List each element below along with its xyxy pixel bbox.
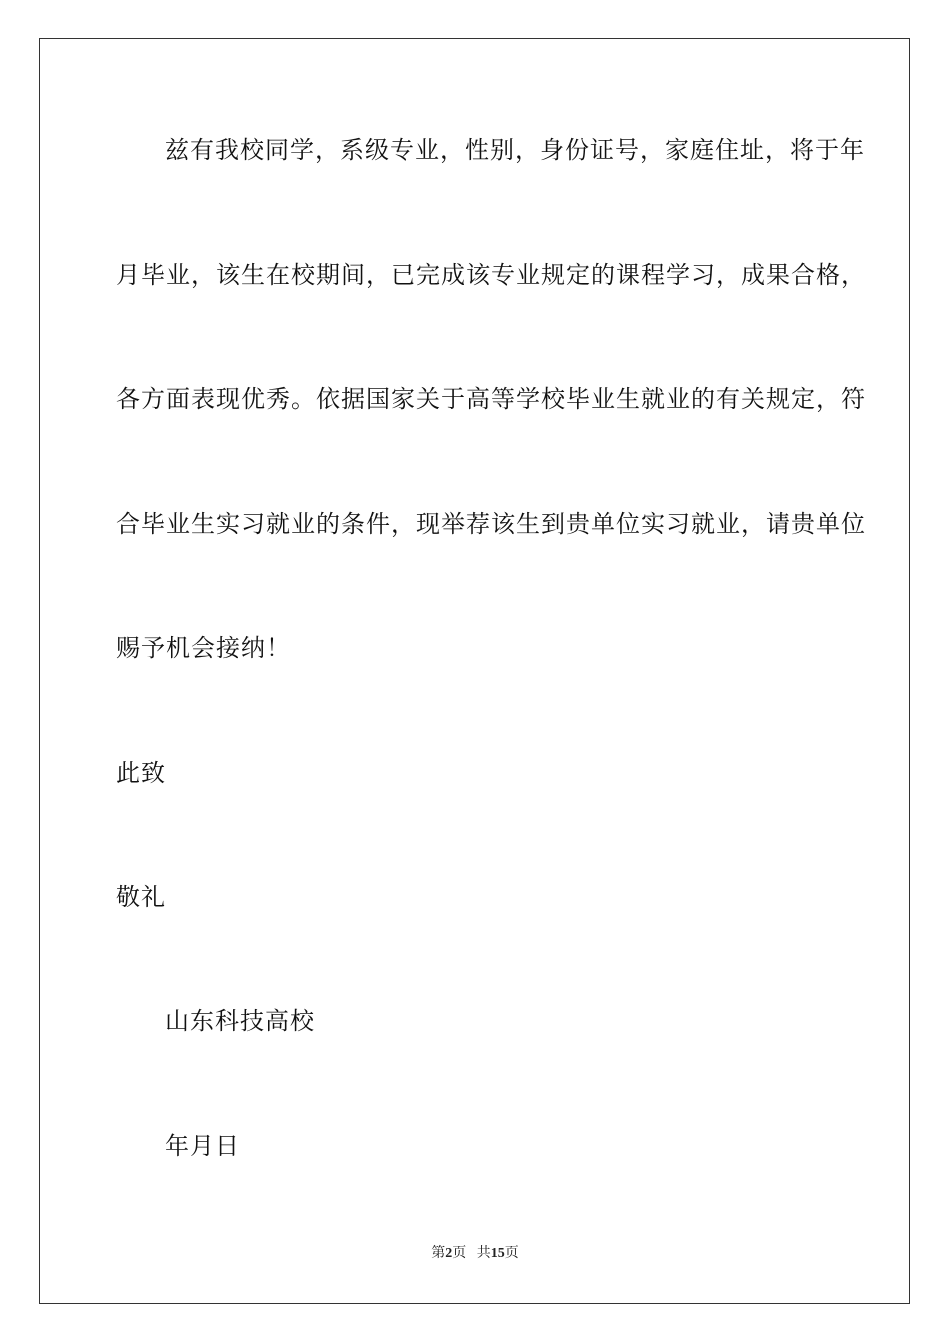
page-prefix: 第 (431, 1246, 446, 1261)
closing-regards: 敬礼 (116, 883, 166, 911)
signature-date: 年月日 (165, 1132, 240, 1160)
page-current: 2 (445, 1246, 453, 1261)
paragraph-line-5: 赐予机会接纳！ (116, 634, 291, 662)
page-total: 15 (490, 1246, 505, 1261)
page-suffix: 页 (452, 1246, 467, 1261)
paragraph-line-1: 兹有我校同学，系级专业，性别，身份证号，家庭住址，将于年 (165, 136, 865, 164)
total-suffix: 页 (504, 1246, 519, 1261)
paragraph-line-2: 月毕业，该生在校期间，已完成该专业规定的课程学习，成果合格， (116, 261, 866, 289)
closing-salutation: 此致 (116, 759, 166, 787)
paragraph-line-3: 各方面表现优秀。依据国家关于高等学校毕业生就业的有关规定，符 (116, 385, 866, 413)
signature-school: 山东科技高校 (165, 1007, 315, 1035)
total-prefix: 共 (476, 1246, 491, 1261)
page-border (39, 38, 910, 1304)
paragraph-line-4: 合毕业生实习就业的条件，现举荐该生到贵单位实习就业，请贵单位 (116, 510, 866, 538)
page-footer (0, 1245, 950, 1263)
